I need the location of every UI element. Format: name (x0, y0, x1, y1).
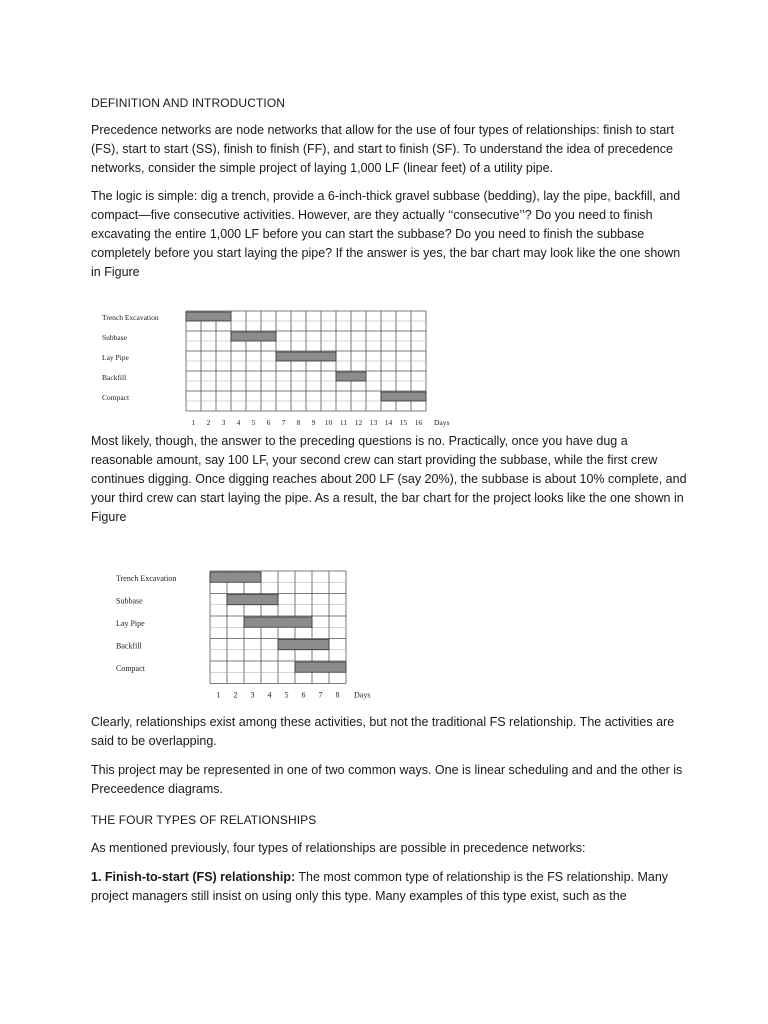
x-tick-label: 8 (335, 690, 340, 700)
paragraph-logic: The logic is simple: dig a trench, provide a 6-inch-thick gravel subbase (bedding), lay the pipe, backfill, and compact—five consecutive activities. However, are they actually ‘‘consecutive’’? Do you need to finish excavating the entire 1,000 LF before you can start the subbase? Do you need to finish the subbase completely before you start laying the pipe? If the answer is yes, the bar chart may look like the one shown in Figure (91, 189, 681, 279)
section-heading-definition: DEFINITION AND INTRODUCTION (91, 96, 286, 110)
task-bar (244, 617, 312, 627)
task-label: Lay Pipe (116, 619, 145, 629)
x-tick-label: 11 (339, 418, 348, 427)
task-bar (278, 640, 329, 650)
gantt-chart-sequential (100, 305, 470, 427)
x-tick-label: 4 (267, 690, 272, 700)
x-tick-label: 8 (296, 418, 301, 427)
section-heading-four-types: THE FOUR TYPES OF RELATIONSHIPS (91, 813, 317, 827)
gantt-svg-overlapping (112, 567, 402, 699)
paragraph-intro: Precedence networks are node networks that allow for the use of four types of relationships: finish to start (FS), start to start (SS), finish to finish (FF), and start to finish (SF). To understand the idea of precedence networks, consider the simple project of laying 1,000 LF (linear feet) of a utility pipe. (91, 123, 674, 175)
x-tick-label: 12 (354, 418, 363, 427)
paragraph-four-types-intro: As mentioned previously, four types of relationships are possible in precedence networks: (91, 841, 586, 855)
x-tick-label: 7 (318, 690, 323, 700)
x-tick-label: 2 (206, 418, 211, 427)
task-bar (227, 595, 278, 605)
x-tick-label: 4 (236, 418, 241, 427)
x-tick-label: 13 (369, 418, 378, 427)
x-axis-label: Days (354, 690, 371, 700)
task-bar (231, 332, 276, 341)
gantt-svg-sequential (100, 305, 470, 427)
x-tick-label: 7 (281, 418, 286, 427)
x-tick-label: 14 (384, 418, 393, 427)
task-bar (276, 352, 336, 361)
x-tick-label: 1 (216, 690, 221, 700)
task-label: Subbase (116, 596, 143, 606)
task-bar (381, 392, 426, 401)
x-tick-label: 3 (221, 418, 226, 427)
task-bar (295, 662, 346, 672)
task-label: Trench Excavation (116, 574, 177, 584)
x-tick-label: 5 (284, 690, 289, 700)
paragraph-overlapping-conclusion: Clearly, relationships exist among these activities, but not the traditional FS relationship. The activities are said to be overlapping. (91, 715, 675, 748)
task-label: Lay Pipe (102, 353, 129, 362)
x-tick-label: 10 (324, 418, 333, 427)
task-label: Compact (116, 664, 145, 674)
x-axis-label: Days (434, 418, 450, 427)
x-tick-label: 2 (233, 690, 238, 700)
fs-relationship-title: 1. Finish-to-start (FS) relationship: (91, 870, 296, 884)
task-bar (210, 572, 261, 582)
fs-relationship-text: The most common type of relationship is the FS relationship. Many project managers still insist on using only this type. Many examples of this type exist, such as the (91, 870, 669, 903)
x-tick-label: 16 (414, 418, 423, 427)
x-tick-label: 1 (191, 418, 196, 427)
paragraph-representation: This project may be represented in one of two common ways. One is linear scheduling and and the other is Preceedence diagrams. (91, 763, 683, 796)
task-label: Trench Excavation (102, 313, 159, 322)
paragraph-fs-relationship (91, 868, 691, 906)
x-tick-label: 15 (399, 418, 408, 427)
x-tick-label: 9 (311, 418, 316, 427)
task-bar (336, 372, 366, 381)
task-label: Subbase (102, 333, 127, 342)
gantt-chart-overlapping (112, 567, 402, 699)
x-tick-label: 6 (301, 690, 306, 700)
task-label: Backfill (102, 373, 127, 382)
x-tick-label: 6 (266, 418, 271, 427)
task-label: Compact (102, 393, 130, 402)
paragraph-overlap-explanation: Most likely, though, the answer to the preceding questions is no. Practically, once you have dug a reasonable amount, say 100 LF, your second crew can start providing the subbase, while the first crew continues digging. Once digging reaches about 200 LF (say 20%), the subbase is about 10% complete, and your third crew can start laying the pipe. As a result, the bar chart for the project looks like the one shown in Figure (91, 434, 687, 524)
task-bar (186, 312, 231, 321)
x-tick-label: 3 (250, 690, 255, 700)
x-tick-label: 5 (251, 418, 256, 427)
task-label: Backfill (116, 641, 142, 651)
